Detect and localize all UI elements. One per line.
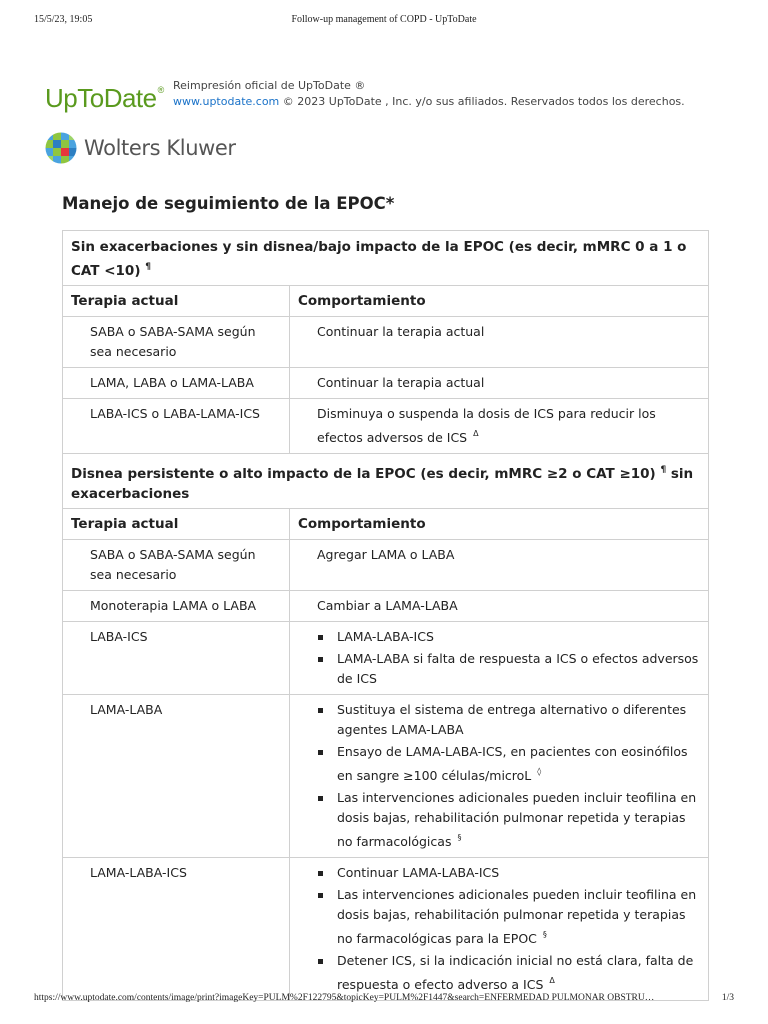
- uptodate-logo: [45, 76, 164, 112]
- list-item: LAMA-LABA si falta de respuesta a ICS o efectos adversos de ICS: [317, 649, 700, 689]
- list-item: Detener ICS, si la indicación inicial no está clara, falta de respuesta o efecto adverso a ICS $^\Delta$: [317, 951, 700, 995]
- footnote-mark: ◊: [537, 767, 542, 776]
- table-row: [63, 368, 709, 399]
- wk-globe-icon: [45, 132, 77, 164]
- table-row: [63, 540, 709, 591]
- section-1-heading-row: [63, 231, 709, 286]
- therapy-cell: LAMA, LABA o LAMA-LABA: [63, 368, 290, 399]
- footnote-mark: Δ: [473, 429, 479, 438]
- footnote-mark: Δ: [549, 976, 555, 985]
- therapy-cell: Monoterapia LAMA o LABA: [63, 591, 290, 622]
- action-cell: [290, 858, 709, 1001]
- section-2-column-headers: [63, 509, 709, 540]
- therapy-cell: LABA-ICS: [63, 622, 290, 695]
- print-header: [34, 14, 734, 30]
- table-row: [63, 622, 709, 695]
- therapy-cell: SABA o SABA-SAMA según sea necesario: [63, 317, 290, 368]
- list-item: Continuar LAMA-LABA-ICS: [317, 863, 700, 883]
- pilcrow-mark: ¶: [145, 262, 151, 272]
- section-1-column-headers: [63, 286, 709, 317]
- footnote-mark: §: [542, 930, 547, 939]
- page-number: 1/3: [721, 993, 734, 1003]
- print-page-title: Follow-up management of COPD - UpToDate: [291, 14, 477, 25]
- copyright-text: © 2023 UpToDate , Inc. y/o sus afiliados. Reservados todos los derechos.: [279, 95, 685, 108]
- action-cell: Cambiar a LAMA-LABA: [290, 591, 709, 622]
- action-cell: Disminuya o suspenda la dosis de ICS para reducir los efectos adversos de ICS $^\Delta$: [290, 399, 709, 454]
- table-row: [63, 591, 709, 622]
- column-header-action: Comportamiento: [290, 286, 709, 317]
- wolters-kluwer-logo: [45, 131, 236, 165]
- therapy-cell: LABA-ICS o LABA-LAMA-ICS: [63, 399, 290, 454]
- section-2-heading: Disnea persistente o alto impacto de la EPOC (es decir, mMRC ≥2 o CAT ≥10) ¶ sin exacerbaciones: [63, 454, 709, 509]
- action-list: [317, 700, 700, 852]
- reprint-line-1: Reimpresión oficial de UpToDate ®: [173, 79, 366, 92]
- copd-management-table: [62, 230, 709, 1001]
- wolters-kluwer-name: Wolters Kluwer: [84, 136, 236, 160]
- therapy-cell: SABA o SABA-SAMA según sea necesario: [63, 540, 290, 591]
- list-item: Ensayo de LAMA-LABA-ICS, en pacientes con eosinófilos en sangre ≥100 células/microL ◊: [317, 742, 700, 786]
- section-2-heading-row: [63, 454, 709, 509]
- section-1-heading: Sin exacerbaciones y sin disnea/bajo impacto de la EPOC (es decir, mMRC 0 a 1 o CAT <10) ¶: [63, 231, 709, 286]
- table-row: [63, 399, 709, 454]
- registered-mark: ®: [157, 85, 164, 95]
- reprint-line-2: [173, 94, 685, 110]
- reprint-notice: [173, 78, 685, 110]
- action-cell: Continuar la terapia actual: [290, 368, 709, 399]
- table-row: [63, 858, 709, 1001]
- table-row: [63, 317, 709, 368]
- action-list: [317, 863, 700, 995]
- action-cell: Continuar la terapia actual: [290, 317, 709, 368]
- uptodate-logo-text: UpToDate: [45, 83, 157, 113]
- action-cell: Agregar LAMA o LABA: [290, 540, 709, 591]
- action-cell: [290, 622, 709, 695]
- print-url[interactable]: https://www.uptodate.com/contents/image/print?imageKey=PULM%2F122795&topicKey=PULM%2F1447&search=ENFERMEDAD PULMONAR OBSTRU…: [34, 993, 655, 1003]
- action-cell: [290, 695, 709, 858]
- table-row: [63, 695, 709, 858]
- list-item: LAMA-LABA-ICS: [317, 627, 700, 647]
- list-item: Las intervenciones adicionales pueden incluir teofilina en dosis bajas, rehabilitación pulmonar repetida y terapias no farmacológicas §: [317, 788, 700, 852]
- column-header-therapy: Terapia actual: [63, 286, 290, 317]
- column-header-therapy: Terapia actual: [63, 509, 290, 540]
- document-title: Manejo de seguimiento de la EPOC*: [62, 194, 395, 213]
- list-item: Sustituya el sistema de entrega alternativo o diferentes agentes LAMA-LABA: [317, 700, 700, 740]
- list-item: Las intervenciones adicionales pueden incluir teofilina en dosis bajas, rehabilitación pulmonar repetida y terapias no farmacológicas para la EPOC §: [317, 885, 700, 949]
- therapy-cell: LAMA-LABA-ICS: [63, 858, 290, 1001]
- pilcrow-mark: ¶: [660, 465, 667, 475]
- action-list: [317, 627, 700, 689]
- print-date: 15/5/23, 19:05: [34, 14, 93, 25]
- uptodate-link[interactable]: www.uptodate.com: [173, 95, 280, 108]
- therapy-cell: LAMA-LABA: [63, 695, 290, 858]
- column-header-action: Comportamiento: [290, 509, 709, 540]
- print-footer: [34, 993, 734, 1007]
- footnote-mark: §: [457, 833, 462, 842]
